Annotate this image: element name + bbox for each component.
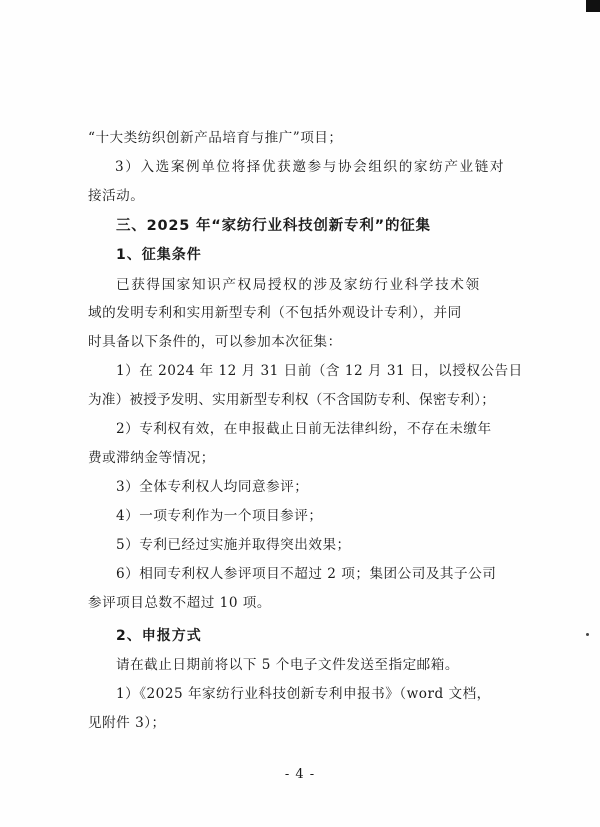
list-item-continuation: 费或滞纳金等情况； [88, 450, 215, 466]
scan-corner-mark [586, 0, 600, 12]
scan-speck [586, 633, 589, 636]
body-line: 时具备以下条件的，可以参加本次征集： [88, 334, 342, 350]
list-item: 3）全体专利权人均同意参评； [116, 479, 309, 495]
body-line: “十大类纺织创新产品培育与推广”项目； [88, 130, 343, 146]
body-line: 已获得国家知识产权局授权的涉及家纺行业科学技术领 [116, 277, 481, 293]
list-item: 2）专利权有效，在申报截止日前无法律纠纷，不存在未缴年 [116, 421, 492, 437]
subsection-heading: 2、申报方式 [116, 628, 202, 644]
subsection-heading: 1、征集条件 [116, 247, 202, 263]
section-heading: 三、2025 年“家纺行业科技创新专利”的征集 [116, 218, 431, 234]
page-number: - 4 - [284, 767, 316, 782]
body-line: 域的发明专利和实用新型专利（不包括外观设计专利），并同 [88, 305, 462, 321]
list-item: 5）专利已经过实施并取得突出效果； [116, 537, 351, 553]
list-item: 4）一项专利作为一个项目参评； [116, 508, 323, 524]
list-item: 1）《2025 年家纺行业科技创新专利申报书》（word 文档， [116, 686, 491, 702]
list-item: 1）在 2024 年 12 月 31 日前（含 12 月 31 日，以授权公告日 [116, 363, 523, 379]
body-line: 接活动。 [88, 188, 145, 204]
list-item-continuation: 参评项目总数不超过 10 项。 [88, 595, 271, 611]
list-item-continuation: 见附件 3）； [88, 715, 166, 731]
body-line: 请在截止日期前将以下 5 个电子文件发送至指定邮箱。 [116, 657, 459, 673]
body-line: 3）入选案例单位将择优获邀参与协会组织的家纺产业链对 [115, 159, 506, 175]
list-item: 6）相同专利权人参评项目不超过 2 项；集团公司及其子公司 [116, 566, 497, 582]
list-item-continuation: 为准）被授予发明、实用新型专利权（不含国防专利、保密专利）； [88, 392, 496, 408]
